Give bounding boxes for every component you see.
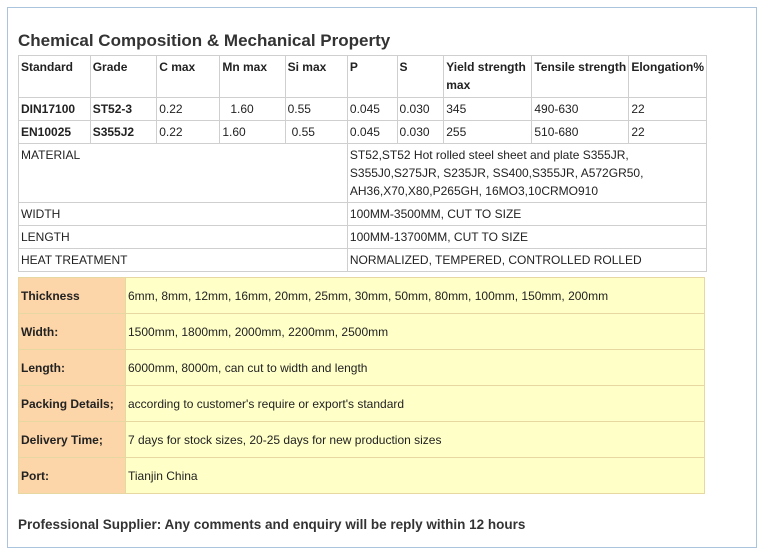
composition-table (18, 55, 707, 272)
spec-label: WIDTH (19, 203, 348, 226)
header-cell: P (347, 56, 397, 98)
table-cell: 1.60 (220, 121, 285, 144)
detail-value: 6000mm, 8000m, can cut to width and length (126, 350, 705, 386)
table-cell: 22 (629, 98, 707, 121)
spec-value: NORMALIZED, TEMPERED, CONTROLLED ROLLED (347, 249, 706, 272)
detail-row (19, 386, 705, 422)
header-cell: Si max (285, 56, 347, 98)
spec-value: 100MM-13700MM, CUT TO SIZE (347, 226, 706, 249)
table-cell: 510-680 (532, 121, 629, 144)
detail-label: Thickness (19, 278, 126, 314)
table-cell: 0.22 (157, 121, 220, 144)
detail-label: Length: (19, 350, 126, 386)
detail-row (19, 278, 705, 314)
spec-row-material (19, 144, 707, 203)
detail-label: Width: (19, 314, 126, 350)
footer-note: Professional Supplier: Any comments and enquiry will be reply within 12 hours (18, 517, 526, 532)
detail-value: 7 days for stock sizes, 20-25 days for new production sizes (126, 422, 705, 458)
page-title: Chemical Composition & Mechanical Property (18, 31, 391, 50)
table-cell: 255 (444, 121, 532, 144)
table-cell: ST52-3 (90, 98, 157, 121)
header-cell: Tensile strength (532, 56, 629, 98)
detail-label: Port: (19, 458, 126, 494)
table-cell: DIN17100 (19, 98, 91, 121)
spec-value: 100MM-3500MM, CUT TO SIZE (347, 203, 706, 226)
table-cell: 0.22 (157, 98, 220, 121)
table-cell: 490-630 (532, 98, 629, 121)
detail-label: Delivery Time; (19, 422, 126, 458)
header-cell: Mn max (220, 56, 285, 98)
spec-row-heat-treatment (19, 249, 707, 272)
table-cell: 0.55 (285, 98, 347, 121)
spec-value: ST52,ST52 Hot rolled steel sheet and plate S355JR, S355J0,S275JR, S235JR, SS400,S355JR, A572GR50, AH36,X70,X80,P265GH, 16MO3,10CRMO910 (347, 144, 706, 203)
detail-value: Tianjin China (126, 458, 705, 494)
detail-value: 1500mm, 1800mm, 2000mm, 2200mm, 2500mm (126, 314, 705, 350)
header-cell: C max (157, 56, 220, 98)
spec-label: MATERIAL (19, 144, 348, 203)
header-cell: S (397, 56, 444, 98)
table-row (19, 98, 707, 121)
table-cell: EN10025 (19, 121, 91, 144)
spec-row-length (19, 226, 707, 249)
header-cell: Elongation% (629, 56, 707, 98)
table-cell: 22 (629, 121, 707, 144)
header-cell: Yield strength max (444, 56, 532, 98)
detail-value: according to customer's require or export's standard (126, 386, 705, 422)
detail-row (19, 350, 705, 386)
header-cell: Standard (19, 56, 91, 98)
detail-value: 6mm, 8mm, 12mm, 16mm, 20mm, 25mm, 30mm, 50mm, 80mm, 100mm, 150mm, 200mm (126, 278, 705, 314)
table-cell: 0.030 (397, 121, 444, 144)
table-cell: 0.030 (397, 98, 444, 121)
table-cell: 0.045 (347, 121, 397, 144)
table-cell: 0.045 (347, 98, 397, 121)
table-row (19, 121, 707, 144)
detail-row (19, 422, 705, 458)
spec-label: HEAT TREATMENT (19, 249, 348, 272)
table-cell: S355J2 (90, 121, 157, 144)
detail-row (19, 458, 705, 494)
spec-label: LENGTH (19, 226, 348, 249)
detail-label: Packing Details; (19, 386, 126, 422)
header-cell: Grade (90, 56, 157, 98)
table-header-row (19, 56, 707, 98)
details-table (18, 277, 705, 494)
table-cell: 345 (444, 98, 532, 121)
spec-row-width (19, 203, 707, 226)
table-cell: 0.55 (285, 121, 347, 144)
detail-row (19, 314, 705, 350)
table-cell: 1.60 (220, 98, 285, 121)
